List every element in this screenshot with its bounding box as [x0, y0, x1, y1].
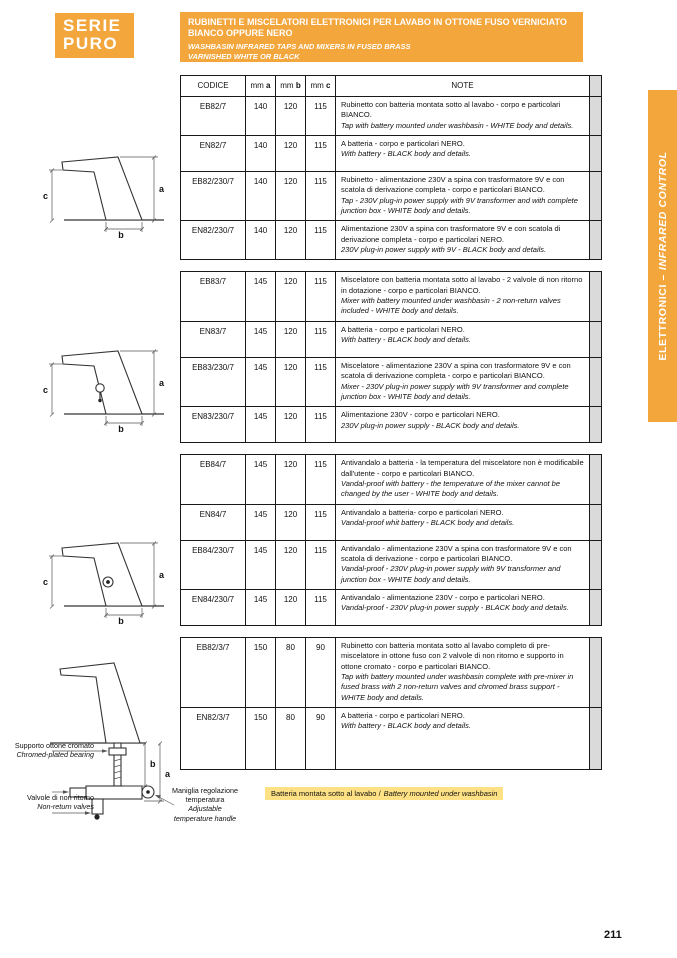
- note-cell: [335, 505, 589, 540]
- note-english: Mixer with battery mounted under washbasin - 2 non-return valves included - WHITE body and details.: [341, 296, 561, 316]
- note-english: With battery - BLACK body and details.: [341, 149, 471, 159]
- product-code: EN84/230/7: [191, 594, 235, 604]
- dim-b-value: 120: [275, 172, 305, 220]
- dim-label-a: a: [159, 570, 165, 580]
- note-cell: [335, 407, 589, 442]
- product-code: EB83/230/7: [192, 362, 234, 372]
- table-row: [181, 220, 601, 259]
- handle-label-italian: Maniglia regolazione temperatura: [172, 786, 238, 805]
- note-cell: [335, 97, 589, 135]
- series-line2: PURO: [63, 33, 119, 53]
- product-code: EN82/3/7: [196, 713, 230, 722]
- dim-b-value: 120: [275, 590, 305, 625]
- support-label-italian: Supporto ottone cromato: [14, 741, 94, 750]
- section-tab: [648, 90, 677, 422]
- page-number: 211: [604, 929, 622, 941]
- note-cell: [335, 455, 589, 503]
- section-tab-bold: ELETTRONICI –: [656, 274, 669, 361]
- table-row: [181, 638, 601, 707]
- note-english: With battery - BLACK body and details.: [341, 721, 471, 731]
- note-cell: [335, 136, 589, 171]
- dim-label-a: a: [165, 769, 171, 779]
- note-italian: A batteria - corpo e particolari NERO.: [341, 711, 465, 720]
- note-english: With battery - BLACK body and details.: [341, 335, 471, 345]
- page-header: [180, 12, 583, 62]
- gray-strip: [589, 590, 601, 625]
- tap-diagram-3: [42, 530, 177, 630]
- gray-strip: [589, 272, 601, 320]
- gray-strip: [589, 455, 601, 503]
- dim-label-c: c: [43, 191, 49, 201]
- col-header-note: NOTE: [335, 76, 589, 96]
- table-row: [181, 589, 601, 625]
- note-italian: Antivandalo a batteria - la temperatura del miscelatore non è modificabile dall'utente - corpo e particolari BIANCO.: [341, 458, 584, 478]
- gray-strip: [589, 505, 601, 540]
- dim-c-value: 115: [305, 358, 335, 406]
- note-italian: Rubinetto con batteria montata sotto al lavabo - corpo e particolari BIANCO.: [341, 100, 561, 120]
- note-cell: [335, 322, 589, 357]
- dim-a-value: 145: [245, 358, 275, 406]
- dim-a-value: 140: [245, 136, 275, 171]
- dim-b-value: 120: [275, 272, 305, 320]
- section-tab-label: [657, 151, 669, 360]
- dim-a-value: 145: [245, 455, 275, 503]
- note-italian: Alimentazione 230V a spina con trasformatore 9V e con scatola di derivazione completa - corpo e particolari NERO.: [341, 224, 561, 244]
- gray-strip: [589, 172, 601, 220]
- product-table-3: [180, 454, 602, 626]
- col-header-mm-c: mm c: [305, 76, 335, 96]
- series-line1: SERIE: [63, 16, 122, 35]
- col-header-mm-b: mm b: [275, 76, 305, 96]
- note-english: Vandal-proof - 230V plug-in power supply with 9V transformer and junction box - WHITE body and details.: [341, 564, 561, 584]
- dim-a-value: 145: [245, 272, 275, 320]
- dim-c-value: 115: [305, 407, 335, 442]
- note-italian: Antivandalo - alimentazione 230V - corpo e particolari NERO.: [341, 592, 545, 602]
- product-code: EB82/7: [199, 102, 227, 111]
- tables-column: [180, 75, 602, 800]
- dim-label-b: b: [118, 424, 124, 433]
- dim-b-value: 120: [275, 136, 305, 171]
- dim-label-b: b: [118, 616, 124, 625]
- dim-label-a: a: [159, 378, 165, 388]
- dim-b-value: 80: [275, 708, 305, 769]
- note-english: Tap with battery mounted under washbasin - WHITE body and details.: [341, 120, 574, 130]
- note-cell: [335, 172, 589, 220]
- note-italian: Miscelatore con batteria montata sotto al lavabo - 2 valvole di non ritorno in dotazione - corpo e particolari BIANCO.: [341, 275, 583, 295]
- note-italian: Antivandalo a batteria- corpo e particolari NERO.: [341, 507, 504, 517]
- note-english: Vandal-proof - 230V plug-in power supply - BLACK body and details.: [341, 603, 569, 613]
- table-row: [181, 135, 601, 171]
- table-row: [181, 357, 601, 406]
- dim-label-b: b: [118, 230, 124, 239]
- dim-c-value: 115: [305, 221, 335, 259]
- dim-c-value: 115: [305, 322, 335, 357]
- page-subtitle-english: [188, 42, 575, 62]
- dim-label-a: a: [159, 184, 165, 194]
- gray-strip: [589, 708, 601, 769]
- product-code: EB82/230/7: [192, 177, 234, 187]
- note-english: Tap - 230V plug-in power supply with 9V transformer and with complete junction box - WHITE body and details.: [341, 195, 578, 216]
- product-code: EN82/7: [199, 141, 227, 151]
- dim-c-value: 90: [305, 708, 335, 769]
- series-label: [55, 13, 134, 58]
- dim-a-value: 145: [245, 541, 275, 589]
- note-italian: Antivandalo - alimentazione 230V a spina con trasformatore 9V e con scatola di derivazione - corpo e particolari BIANCO.: [341, 543, 572, 563]
- dim-b-value: 120: [275, 322, 305, 357]
- dim-a-value: 140: [245, 97, 275, 135]
- table-row: [181, 540, 601, 589]
- gray-strip: [589, 221, 601, 259]
- dim-a-value: 150: [245, 638, 275, 707]
- dim-c-value: 115: [305, 97, 335, 135]
- note-english: Vandal-proof with battery - the temperature of the mixer cannot be changed by the user - WHITE body and details.: [341, 478, 561, 499]
- support-label-english: Chromed-plated bearing: [16, 750, 94, 760]
- dim-b-value: 120: [275, 541, 305, 589]
- section-tab-italic: INFRARED CONTROL: [656, 151, 669, 271]
- note-english: Mixer - 230V plug-in power supply with 9V transformer and complete junction box - WHITE body and details.: [341, 381, 569, 401]
- product-code: EB82/3/7: [196, 642, 230, 652]
- note-italian: A batteria - corpo e particolari NERO.: [341, 139, 465, 149]
- dim-c-value: 115: [305, 272, 335, 320]
- product-code: EN83/7: [199, 326, 227, 336]
- product-table-4: [180, 637, 602, 770]
- dim-b-value: 120: [275, 407, 305, 442]
- dim-a-value: 140: [245, 172, 275, 220]
- page-title-italian: RUBINETTI E MISCELATORI ELETTRONICI PER LAVABO IN OTTONE FUSO VERNICIATO BIANCO OPPURE NERO: [188, 17, 567, 39]
- dim-b-value: 80: [275, 638, 305, 707]
- table-row: [181, 707, 601, 769]
- product-code: EB84/7: [199, 460, 227, 470]
- note-english: Vandal-proof whit battery - BLACK body and details.: [341, 517, 515, 527]
- note-cell: [335, 590, 589, 625]
- dim-c-value: 115: [305, 541, 335, 589]
- dim-c-value: 115: [305, 455, 335, 503]
- valves-label: [18, 793, 94, 811]
- support-label: [10, 741, 94, 759]
- dim-c-value: 90: [305, 638, 335, 707]
- note-english: Tap with battery mounted under washbasin complete with pre-mixer in fused brass with 2 non-return valves and chromed brass support - WHITE body and details.: [341, 671, 574, 702]
- table-row: [181, 504, 601, 540]
- gray-strip: [589, 407, 601, 442]
- gray-strip: [589, 76, 601, 96]
- handle-label: [168, 786, 242, 823]
- dim-a-value: 145: [245, 505, 275, 540]
- table-row: [181, 272, 601, 320]
- gray-strip: [589, 541, 601, 589]
- gray-strip: [589, 136, 601, 171]
- note-italian: Miscelatore - alimentazione 230V a spina con trasformatore 9V e con scatola di derivazione completa - corpo e particolari BIANCO.: [341, 360, 571, 381]
- note-cell: [335, 221, 589, 259]
- dim-b-value: 120: [275, 455, 305, 503]
- battery-note-italian: Batteria montata sotto al lavabo /: [271, 789, 381, 798]
- handle-label-english: Adjustable temperature handle: [173, 804, 237, 823]
- note-cell: [335, 272, 589, 320]
- note-cell: [335, 638, 589, 707]
- dim-b-value: 120: [275, 221, 305, 259]
- note-italian: Rubinetto con batteria montata sotto al lavabo completo di pre-miscelatore in ottone fuso con 2 valvole di non ritorno e supporto in ottone cromato - corpo e particolari BIANCO.: [341, 640, 564, 671]
- note-cell: [335, 541, 589, 589]
- table-row: [181, 455, 601, 503]
- product-code: EN82/230/7: [191, 226, 235, 236]
- battery-note: [265, 787, 503, 800]
- note-english: 230V plug-in power supply - BLACK body and details.: [341, 420, 520, 430]
- valves-label-italian: Valvole di non ritorno: [27, 793, 94, 802]
- note-italian: Alimentazione 230V - corpo e particolari NERO.: [341, 410, 500, 420]
- tap-diagram-2: [42, 338, 177, 438]
- dim-c-value: 115: [305, 172, 335, 220]
- dim-c-value: 115: [305, 590, 335, 625]
- table-row: [181, 406, 601, 442]
- dim-b-value: 120: [275, 505, 305, 540]
- note-cell: [335, 708, 589, 769]
- note-italian: Rubinetto - alimentazione 230V a spina con trasformatore 9V e con scatola di derivazione completa - corpo e particolari BIANCO.: [341, 175, 565, 195]
- dim-b-value: 120: [275, 358, 305, 406]
- dim-label-c: c: [43, 577, 49, 587]
- table-row: [181, 171, 601, 220]
- subtitle-line2: VARNISHED WHITE OR BLACK: [188, 51, 300, 61]
- battery-note-english: Battery mounted under washbasin: [383, 789, 498, 798]
- dim-c-value: 115: [305, 505, 335, 540]
- tap-diagram-1: [42, 144, 177, 244]
- dim-a-value: 145: [245, 407, 275, 442]
- dim-a-value: 140: [245, 221, 275, 259]
- product-code: EN83/230/7: [191, 412, 235, 422]
- dim-b-value: 120: [275, 97, 305, 135]
- gray-strip: [589, 322, 601, 357]
- note-cell: [335, 358, 589, 406]
- product-table-2: [180, 271, 602, 443]
- table-row: [181, 321, 601, 357]
- note-english: 230V plug-in power supply with 9V - BLACK body and details.: [341, 245, 547, 255]
- valves-label-english: Non-return valves: [37, 802, 94, 812]
- table-header-row: [181, 76, 601, 96]
- dim-a-value: 150: [245, 708, 275, 769]
- col-header-mm-a: mm a: [245, 76, 275, 96]
- subtitle-line1: WASHBASIN INFRARED TAPS AND MIXERS IN FUSED BRASS: [188, 41, 411, 51]
- product-table-1: [180, 75, 602, 260]
- table-row: [181, 96, 601, 135]
- gray-strip: [589, 638, 601, 707]
- product-code: EB83/7: [199, 277, 227, 287]
- gray-strip: [589, 97, 601, 135]
- dim-a-value: 145: [245, 322, 275, 357]
- product-code: EB84/230/7: [192, 545, 234, 555]
- dim-label-b: b: [150, 759, 156, 769]
- dim-label-c: c: [43, 385, 49, 395]
- dim-c-value: 115: [305, 136, 335, 171]
- col-header-codice: CODICE: [197, 81, 229, 90]
- product-code: EN84/7: [199, 509, 227, 519]
- gray-strip: [589, 358, 601, 406]
- note-italian: A batteria - corpo e particolari NERO.: [341, 324, 465, 334]
- dim-a-value: 145: [245, 590, 275, 625]
